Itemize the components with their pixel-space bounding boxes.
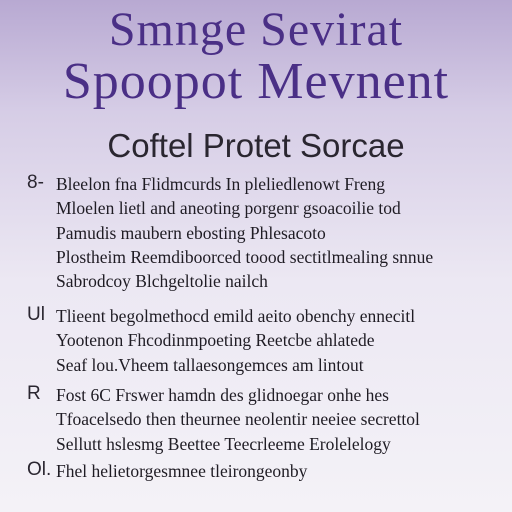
document-subtitle: Coftel Protet Sorcae	[107, 127, 405, 164]
list-marker: 8-	[27, 172, 44, 193]
text-line: Fhel helietorgesmnee tleirongeonby	[56, 461, 308, 481]
text-line: Sellutt hslesmg Beettee Teecrleeme Erolelelogy	[56, 433, 391, 454]
text-line: Seaf lou.Vheem tallaesongemces am lintout	[56, 354, 364, 375]
list-item-text	[56, 383, 492, 456]
list-item-text	[56, 172, 492, 293]
text-line: Plostheim Reemdiboorced toood sectitlmealing snnue	[56, 246, 434, 267]
text-line: Tfoacelsedo then theurnee neolentir neeiee secrettol	[56, 409, 420, 430]
title-line-2: Spoopot Mevnent	[62, 53, 450, 110]
title-line-1: Smnge Sevirat	[108, 3, 404, 56]
list-marker: Ul	[27, 304, 45, 325]
list-item-text	[56, 304, 492, 377]
text-line: Mloelen lietl and aneoting porgenr gsoacoilie tod	[56, 198, 401, 219]
text-line: Yootenon Fhcodinmpoeting Reetcbe ahlatede	[56, 330, 375, 351]
list-marker: R	[27, 383, 41, 404]
text-line: Sabrodcoy Blchgeltolie nailch	[56, 271, 268, 292]
text-line: Tlieent begolmethocd emild aeito obenchy ennecitl	[56, 306, 416, 326]
list-marker: Ol.	[27, 459, 52, 480]
text-line: Bleelon fna Flidmcurds In pleliedlenowt Freng	[56, 174, 386, 194]
text-line: Fost 6C Frswer hamdn des glidnoegar onhe hes	[56, 385, 389, 405]
text-line: Pamudis maubern ebosting Phlesacoto	[56, 222, 326, 243]
list-item-text	[56, 459, 492, 483]
